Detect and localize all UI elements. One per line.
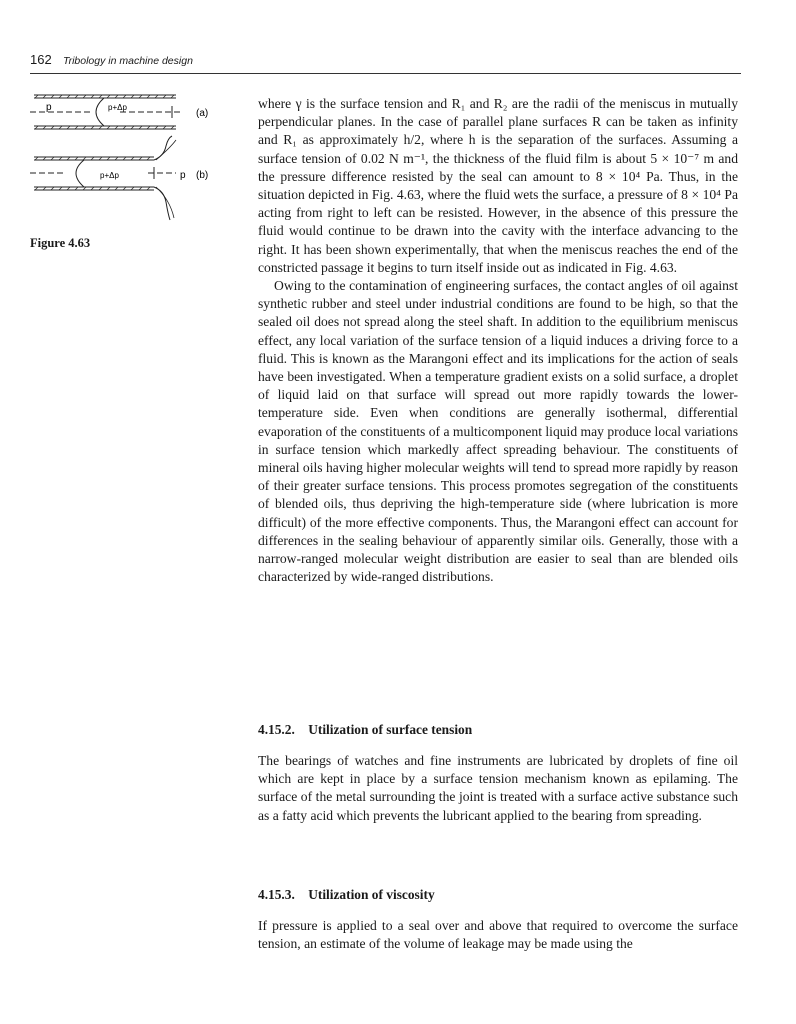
body-text (258, 95, 738, 586)
section-body (258, 752, 738, 825)
page-header (30, 52, 770, 69)
a-left-pressure: p (46, 102, 52, 113)
b-right-pressure: p (180, 170, 186, 181)
running-title: Tribology in machine design (62, 55, 193, 67)
meniscus-a (96, 98, 104, 126)
figure-part-a (30, 95, 180, 129)
section-number: 4.15.3. (258, 887, 295, 902)
section-heading (258, 887, 738, 903)
b-inner-pressure: p+Δp (100, 171, 119, 180)
section-title: Utilization of viscosity (308, 887, 435, 902)
header-rule (30, 73, 741, 74)
paragraph: Owing to the contamination of engineering surfaces, the contact angles of oil against synthetic rubber and steel under industrial conditions are found to be high, so that the sealed oil does not spread along the steel shaft. In addition to the equilibrium meniscus effect, any local variation of the surface tension of a liquid induces a driving force to a fluid. This is known as the Marangoni effect and its implications for the action of seals have been investigated. When a temperature gradient exists on a solid surface, a droplet of liquid laid on that surface will spread out more rapidly towards the lower-temperature side. Even when conditions are generally isothermal, differential evaporation of the constituents of a multicomponent liquid may produce local variations in surface tension which markedly affect spreading behaviour. The constituents of mineral oils having higher molecular weights will tend to spread more rapidly by reason of their greater surface tensions. This process promotes segregation of the constituents of blended oils, thus depriving the high-temperature side (where lubrication is more difficult) of the more effective components. Thus, the Marangoni effect can account for differences in the sealing behaviour of apparently similar oils. Generally, those with a narrow-ranged molecular weight distribution are easier to seal than are blended oils characterized by wide-ranged distributions. (258, 278, 738, 585)
section-title: Utilization of surface tension (308, 722, 473, 737)
paragraph: The bearings of watches and fine instruments are lubricated by droplets of fine oil which are kept in place by a surface tension mechanism known as epilaming. The surface of the metal surrounding the joint is treated with a surface active substance such as a fatty acid which prevents the lubricant applied to the bearing from spreading. (258, 753, 738, 823)
section-heading (258, 722, 738, 738)
lower-flare-b (154, 187, 170, 220)
label-a: (a) (196, 108, 209, 119)
figure-4-63 (30, 90, 230, 240)
label-b: (b) (196, 170, 209, 181)
paragraph: If pressure is applied to a seal over and above that required to overcome the surface tension, an estimate of the volume of leakage may be made using the (258, 918, 738, 952)
page-number: 162 (30, 52, 52, 67)
paragraph: where γ is the surface tension and R₁ and R₂ are the radii of the meniscus in mutually perpendicular planes. In the case of parallel plane surfaces R can be taken as infinity and R₁ as approximately h/2, where h is the separation of the surfaces. Assuming a surface tension of 0.02 N m⁻¹, the thickness of the fluid film is about 5 × 10⁻⁷ m and the pressure difference resisted by the seal can amount to 8 × 10⁴ Pa. Thus, in the situation depicted in Fig. 4.63, where the fluid wets the surface, a pressure of 8 × 10⁴ Pa acting from right to left can be resisted. However, in the absence of this pressure the fluid would continue to be drawn into the cavity with the interface advancing to the right. It has been shown experimentally, that when the meniscus reaches the end of the constricted passage it begins to turn itself inside out as indicated in Fig. 4.63. (258, 96, 738, 275)
a-inner-pressure: p+Δp (108, 103, 127, 112)
meniscus-b (76, 160, 84, 187)
section-body (258, 917, 738, 953)
section-number: 4.15.2. (258, 722, 295, 737)
figure-caption: Figure 4.63 (30, 236, 91, 250)
